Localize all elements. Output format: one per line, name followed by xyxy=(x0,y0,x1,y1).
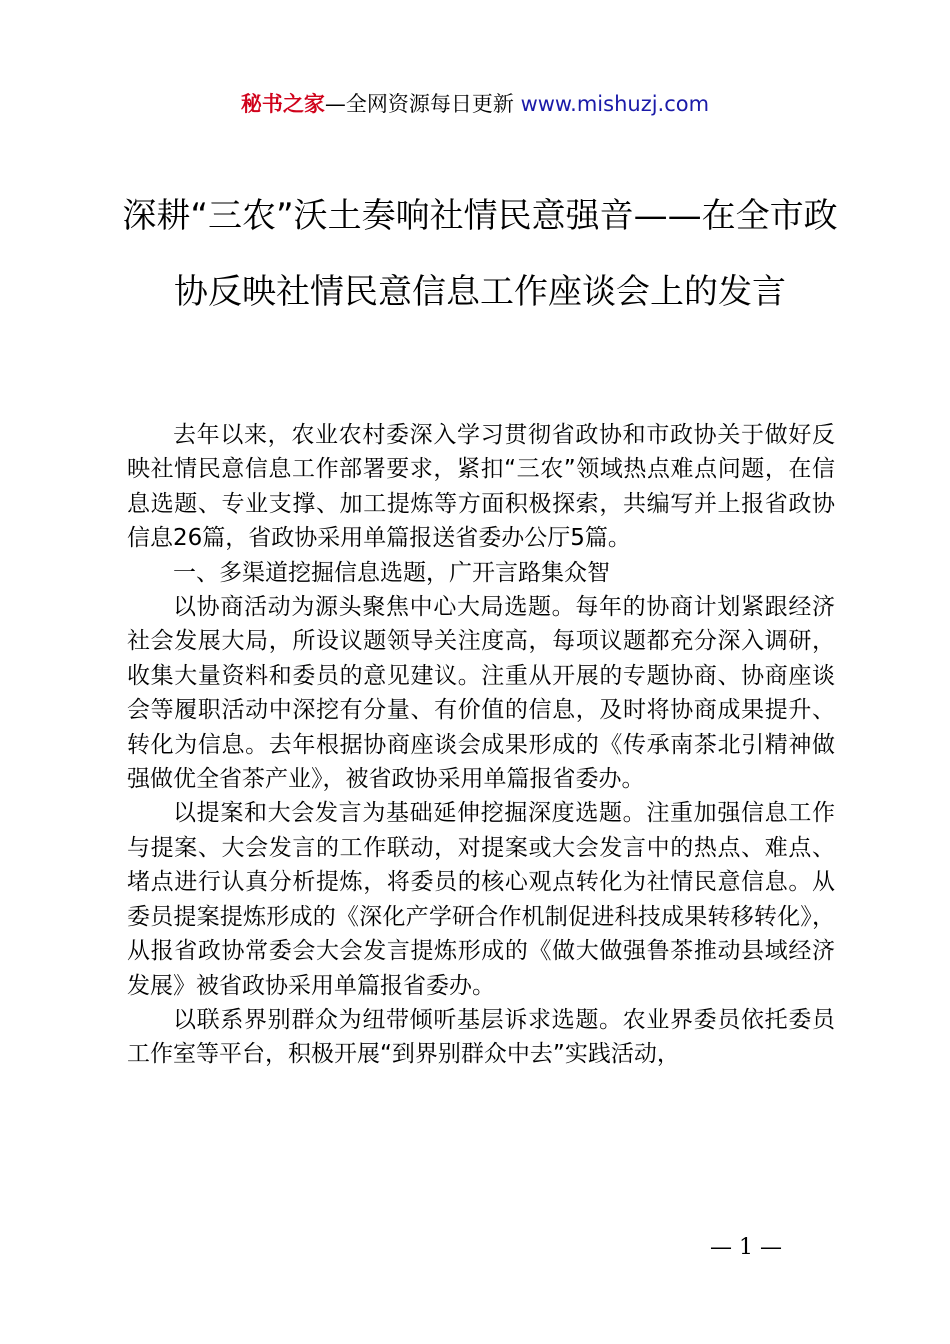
document-title: 深耕“三农”沃土奏响社情民意强音——在全市政协反映社情民意信息工作座谈会上的发言 xyxy=(122,196,838,312)
page-number: — 1 — xyxy=(710,1235,782,1260)
body-paragraph: 以联系界别群众为纽带倾听基层诉求选题。农业界委员依托委员工作室等平台，积极开展“到界别群众中去”实践活动， xyxy=(127,1006,835,1068)
body-paragraph: 以提案和大会发言为基础延伸挖掘深度选题。注重加强信息工作与提案、大会发言的工作联动，对提案或大会发言中的热点、难点、堵点进行认真分析提炼，将委员的核心观点转化为社情民意信息。从委员提案提炼形成的《深化产学研合作机制促进科技成果转移转化》，从报省政协常委会大会发言提炼形成的《做大做强鲁茶推动县域经济发展》被省政协采用单篇报省委办。 xyxy=(127,800,835,999)
site-url-link[interactable]: www.mishuzj.com xyxy=(520,92,710,116)
brand-name: 秘书之家 xyxy=(240,92,325,116)
header-tagline: —全网资源每日更新 xyxy=(324,92,514,116)
body-paragraph: 以协商活动为源头聚焦中心大局选题。每年的协商计划紧跟经济社会发展大局，所设议题领导关注度高，每项议题都充分深入调研，收集大量资料和委员的意见建议。注重从开展的专题协商、协商座谈会等履职活动中深挖有分量、有价值的信息，及时将协商成果提升、转化为信息。去年根据协商座谈会成果形成的《传承南茶北引精神做强做优全省茶产业》，被省政协采用单篇报省委办。 xyxy=(127,594,835,793)
site-header xyxy=(0,88,950,120)
intro-paragraph: 去年以来，农业农村委深入学习贯彻省政协和市政协关于做好反映社情民意信息工作部署要求，紧扣“三农”领域热点难点问题，在信息选题、专业支撑、加工提炼等方面积极探索，共编写并上报省政协信息26篇，省政协采用单篇报送省委办公厅5篇。 xyxy=(127,422,835,552)
document-body xyxy=(127,418,835,1072)
section-heading: 一、多渠道挖掘信息选题，广开言路集众智 xyxy=(173,559,610,586)
